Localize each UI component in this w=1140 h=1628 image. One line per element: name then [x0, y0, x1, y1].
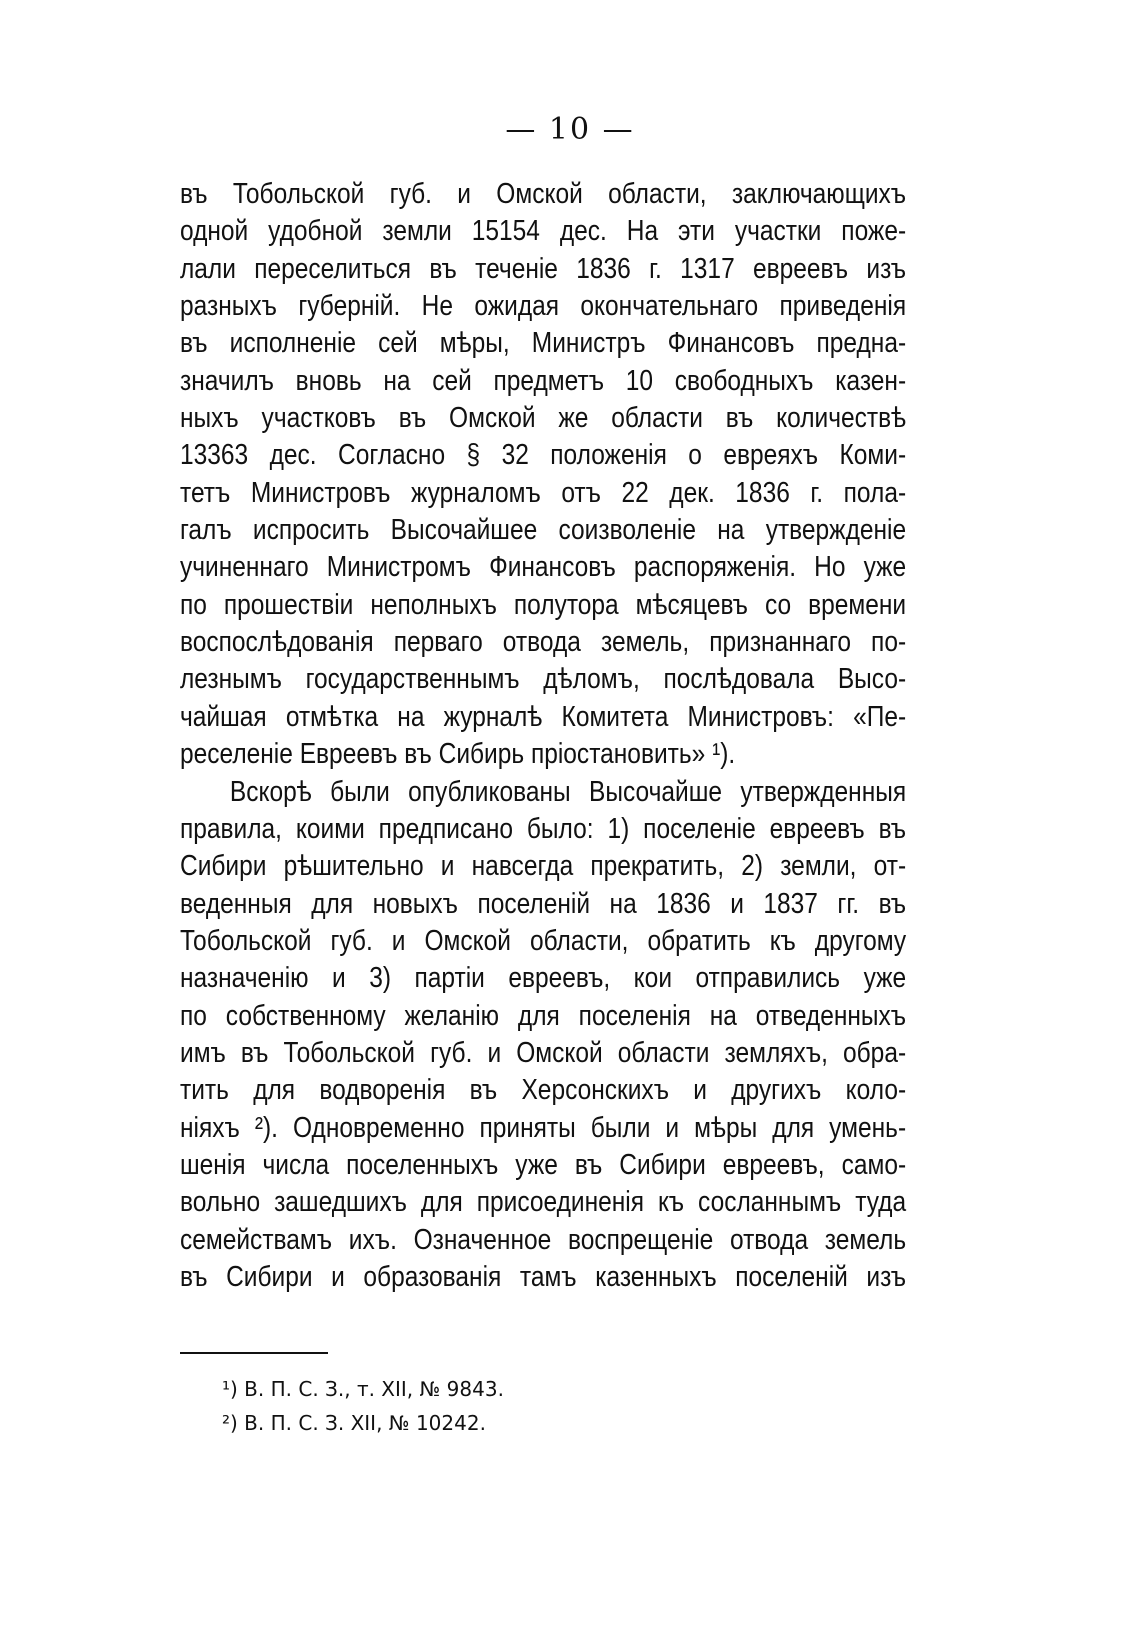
- text-line: по прошествіи неполныхъ полутора мѣсяцевъ со времени: [180, 588, 907, 621]
- text-line: назначенію и 3) партіи евреевъ, кои отправились уже: [180, 962, 907, 995]
- footnote-2: ²) В. П. С. З. XII, № 10242.: [222, 1411, 486, 1435]
- text-line: реселеніе Евреевъ въ Сибирь пріостановить» ¹).: [180, 738, 736, 771]
- text-line: лали переселиться въ теченіе 1836 г. 1317 евреевъ изъ: [180, 252, 907, 285]
- text-line: по собственному желанію для поселенія на отведенныхъ: [180, 999, 907, 1032]
- text-line: Сибири рѣшительно и навсегда прекратить, 2) земли, от-: [180, 850, 907, 883]
- page-number: — 10 —: [505, 112, 635, 147]
- text-line: семействамъ ихъ. Означенное воспрещеніе отвода земель: [180, 1223, 907, 1256]
- paragraph-2: [180, 774, 906, 1297]
- text-line: Тобольской губ. и Омской области, обратить къ другому: [180, 924, 907, 957]
- footnote-1: ¹) В. П. С. З., т. XII, № 9843.: [222, 1377, 504, 1401]
- text-line: ныхъ участковъ въ Омской же области въ количествѣ: [180, 402, 907, 435]
- text-line: тетъ Министровъ журналомъ отъ 22 дек. 1836 г. пола-: [180, 476, 907, 509]
- paragraph-1: [180, 176, 906, 774]
- footnote-rule: [180, 1352, 328, 1354]
- text-line: имъ въ Тобольской губ. и Омской области земляхъ, обра-: [180, 1036, 907, 1069]
- text-line: галъ испросить Высочайшее соизволеніе на утвержденіе: [180, 514, 907, 547]
- footnotes: [222, 1372, 504, 1440]
- text-line: чайшая отмѣтка на журналѣ Комитета Министровъ: «Пе-: [180, 700, 907, 733]
- text-line: одной удобной земли 15154 дес. На эти участки поже-: [180, 215, 907, 248]
- text-line: веденныя для новыхъ поселеній на 1836 и 1837 гг. въ: [180, 887, 907, 920]
- text-line: вольно зашедшихъ для присоединенія къ сосланнымъ туда: [180, 1186, 907, 1219]
- body-text: [180, 176, 906, 1296]
- text-line: правила, коими предписано было: 1) поселеніе евреевъ въ: [180, 812, 907, 845]
- text-line: учиненнаго Министромъ Финансовъ распоряженія. Но уже: [180, 551, 907, 584]
- text-line: воспослѣдованія перваго отвода земель, признаннаго по-: [180, 626, 907, 659]
- text-line: въ Тобольской губ. и Омской области, заключающихъ: [180, 178, 907, 210]
- text-line: разныхъ губерній. Не ожидая окончательнаго приведенія: [180, 290, 907, 323]
- text-line: значилъ вновь на сей предметъ 10 свободныхъ казен-: [180, 364, 907, 397]
- text-line: шенія числа поселенныхъ уже въ Сибири евреевъ, само-: [180, 1148, 907, 1181]
- text-line: тить для водворенія въ Херсонскихъ и другихъ коло-: [180, 1074, 907, 1107]
- text-line: Вскорѣ были опубликованы Высочайше утвержденныя: [229, 775, 907, 808]
- text-line: лезнымъ государственнымъ дѣломъ, послѣдовала Высо-: [180, 663, 907, 696]
- text-line: 13363 дес. Согласно § 32 положенія о евреяхъ Коми-: [180, 439, 907, 472]
- text-line: ніяхъ ²). Одновременно приняты были и мѣры для умень-: [180, 1111, 907, 1144]
- text-line: въ исполненіе сей мѣры, Министръ Финансовъ предна-: [180, 327, 907, 360]
- text-line: въ Сибири и образованія тамъ казенныхъ поселеній изъ: [180, 1260, 907, 1293]
